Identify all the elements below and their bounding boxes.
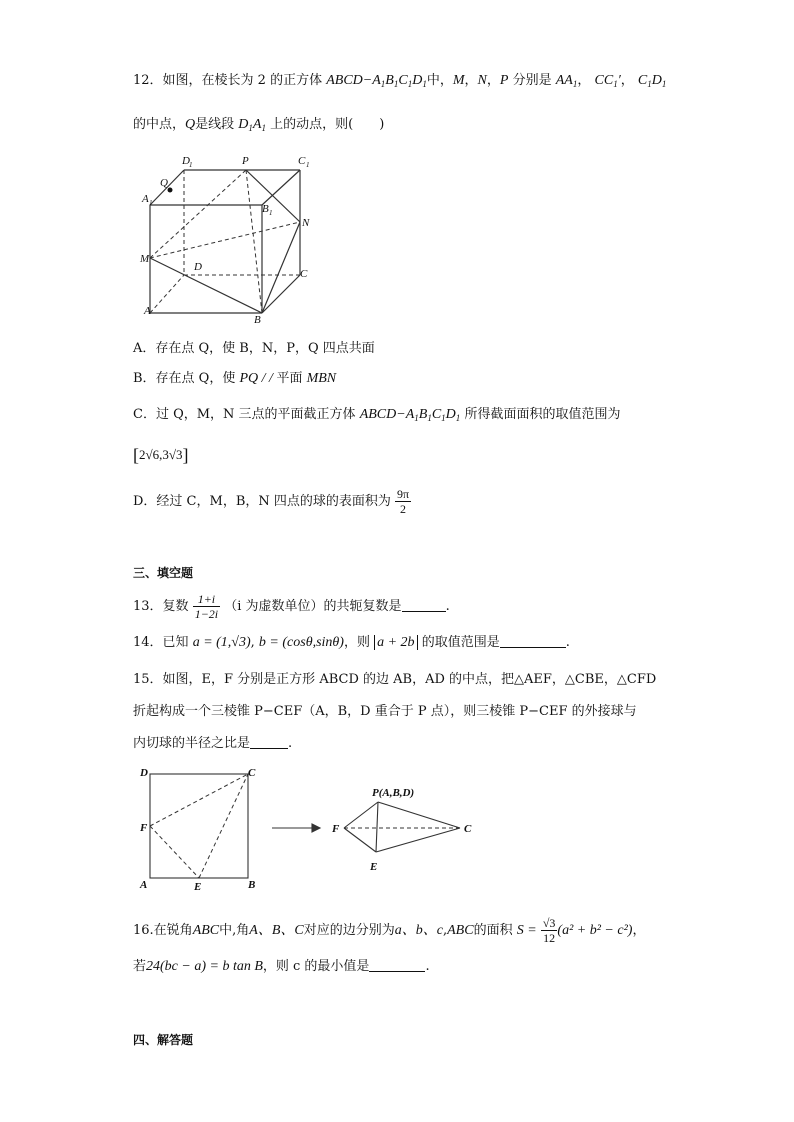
- q15-figure: [136, 762, 496, 894]
- q13: 13．复数 $\frac{1+i}{1-2i}$ （i 为虚数单位）的共轭复数是 .: [133, 592, 450, 621]
- q12-option-b: [133, 370, 336, 388]
- q15-line2: 折起构成一个三棱锥 P−CEF（A，B，D 重合于 P 点），则三棱锥 P−CEF 的外接球与: [133, 704, 637, 719]
- q12-stem-c: 分别是: [512, 73, 552, 88]
- q16-text-min: ，则 c 的最小值是: [262, 959, 370, 974]
- q16-s-paren: (a² + b² − c²): [557, 923, 633, 938]
- q15-line3-text: 内切球的半径之比是: [133, 736, 251, 751]
- sq-label-e: E: [194, 881, 202, 893]
- q16-line2: 若24(bc − a) = b tan B，则 c 的最小值是 .: [133, 959, 430, 974]
- label-b1-sub: 1: [269, 209, 273, 217]
- sq-label-a: A: [140, 879, 148, 891]
- sq-label-f: F: [140, 822, 148, 834]
- label-d: D: [194, 261, 202, 273]
- q16-sides: a、b、c: [394, 923, 443, 938]
- q16-text-a: 16.在锐角: [133, 923, 193, 938]
- q12-points-mnp: M: [452, 73, 465, 88]
- q16-line1: 16.在锐角ABC中,角A、B、C对应的边分别为a、b、c,ABC的面积 S = $\frac{√3}{12}$ (a² + b² − c²)，: [133, 916, 646, 945]
- q14-vector-b: b = (cosθ,sinθ): [258, 635, 344, 650]
- q12-stem-line2: [133, 116, 384, 137]
- q16-text-c: 对应的边分别为: [303, 923, 395, 938]
- option-c-prefix: C．过 Q，M，N 三点的平面截正方体: [133, 407, 356, 422]
- option-b-plane: MBN: [306, 371, 337, 386]
- tet-label-e: E: [370, 861, 378, 873]
- label-a1-sub: 1: [149, 199, 153, 207]
- q12-option-a: A．存在点 Q，使 B，N，P，Q 四点共面: [133, 341, 375, 356]
- label-d1: D: [182, 155, 190, 167]
- q14: 14．已知 a = (1,√3), b = (cosθ,sinθ)，则 a + 2b 的取值范围是 .: [133, 635, 570, 650]
- q16-s-eq: S =: [516, 923, 537, 938]
- q14-number: 14．已知: [133, 635, 189, 650]
- q12-stem-e: 是线段: [195, 117, 235, 132]
- q13-fraction: $\frac{1+i}{1-2i}$: [194, 592, 219, 621]
- q12-option-c: [133, 406, 620, 427]
- q16-abc2: ABC: [447, 923, 474, 938]
- q14-text-b: 的取值范围是: [421, 635, 500, 650]
- q16-text-b: 中,角: [219, 923, 250, 938]
- q13-blank: [402, 599, 446, 612]
- section3-heading: 三、填空题: [133, 566, 194, 580]
- q12-stem-d: 的中点，: [133, 117, 186, 132]
- label-c1-sub: 1: [306, 161, 310, 169]
- q16-equation: 24(bc − a) = b tan B: [146, 959, 263, 974]
- q12-option-d: [133, 487, 411, 516]
- label-m: M: [140, 253, 150, 265]
- q16-blank: [369, 959, 425, 972]
- label-c: C: [300, 268, 308, 280]
- q12-number: 12．: [133, 73, 163, 88]
- q12-option-c-range: [2√6,3√3]: [133, 445, 189, 465]
- label-d1-sub: 1: [189, 161, 193, 169]
- q14-blank: [500, 635, 566, 648]
- label-c1: C: [298, 155, 306, 167]
- tet-label-f: F: [332, 823, 340, 835]
- section4-heading: 四、解答题: [133, 1033, 194, 1047]
- option-c-suffix: 所得截面面积的取值范围为: [464, 407, 621, 422]
- q14-vector-a: a = (1,√3): [192, 635, 251, 650]
- option-d-fraction: $\frac{9\pi}{2}$: [397, 487, 410, 516]
- label-b1: B: [262, 203, 269, 215]
- label-n: N: [302, 217, 310, 229]
- q16-text-if: 若: [133, 959, 147, 974]
- point-q: [168, 188, 173, 193]
- q15-line3: 内切球的半径之比是 .: [133, 736, 293, 751]
- q16-fraction: $\frac{√3}{12}$: [542, 916, 556, 945]
- q12-stem-b: 中，: [426, 73, 453, 88]
- option-b-expr: PQ / /: [239, 371, 277, 386]
- q12-stem-line1: 12．如图，在棱长为 2 的正方体 $ABCD-A_1B_1C_1D_1$中，M，N，P 分别是 $AA_1$， $CC_1'$， $C_1D_1$: [133, 73, 667, 89]
- sq-label-d: D: [140, 767, 148, 779]
- cube-name: $ABCD-A_1B_1C_1D_1$: [326, 73, 427, 89]
- option-b-suffix: 平面: [276, 371, 303, 386]
- option-c-range: 2√6,3√3: [139, 447, 183, 462]
- q-label: Q: [185, 117, 196, 132]
- q14-text-a: ，则: [343, 635, 370, 650]
- cube-figure: [138, 150, 328, 325]
- sq-label-c: C: [248, 767, 256, 779]
- option-d-prefix: D．经过 C，M，B，N 四点的球的表面积为: [133, 494, 391, 509]
- q12-segments: $AA_1$: [555, 73, 578, 89]
- arrow-icon: [272, 824, 320, 832]
- q13-text: （i 为虚数单位）的共轭复数是: [224, 599, 402, 614]
- tet-label-p: P(A,B,D): [372, 787, 415, 799]
- label-a1: A: [142, 193, 149, 205]
- q15-line1: 15．如图，E，F 分别是正方形 ABCD 的边 AB，AD 的中点，把△AEF，△CBE，△CFD: [133, 672, 657, 687]
- q12-stem-f: 上的动点，则( ): [270, 117, 385, 132]
- q16-abc: ABC: [192, 923, 220, 938]
- label-q: Q: [160, 177, 168, 189]
- sq-label-b: B: [248, 879, 256, 891]
- option-b-prefix: B．存在点 Q，使: [133, 371, 236, 386]
- tet-label-c: C: [464, 823, 472, 835]
- q16-angles: A、B、C: [249, 923, 304, 938]
- q14-expr: a + 2b: [374, 635, 417, 650]
- q16-text-e: 的面积: [473, 923, 513, 938]
- label-b: B: [254, 314, 261, 325]
- q15-blank: [250, 736, 288, 749]
- segment-d1a1: $D_1A_1$: [238, 117, 266, 133]
- option-c-cube: $ABCD-A_1B_1C_1D_1$: [359, 407, 461, 423]
- label-a: A: [144, 305, 151, 317]
- q12-stem-a: 如图，在棱长为 2 的正方体: [162, 73, 323, 88]
- q13-number: 13．复数: [133, 599, 189, 614]
- label-p: P: [242, 155, 249, 167]
